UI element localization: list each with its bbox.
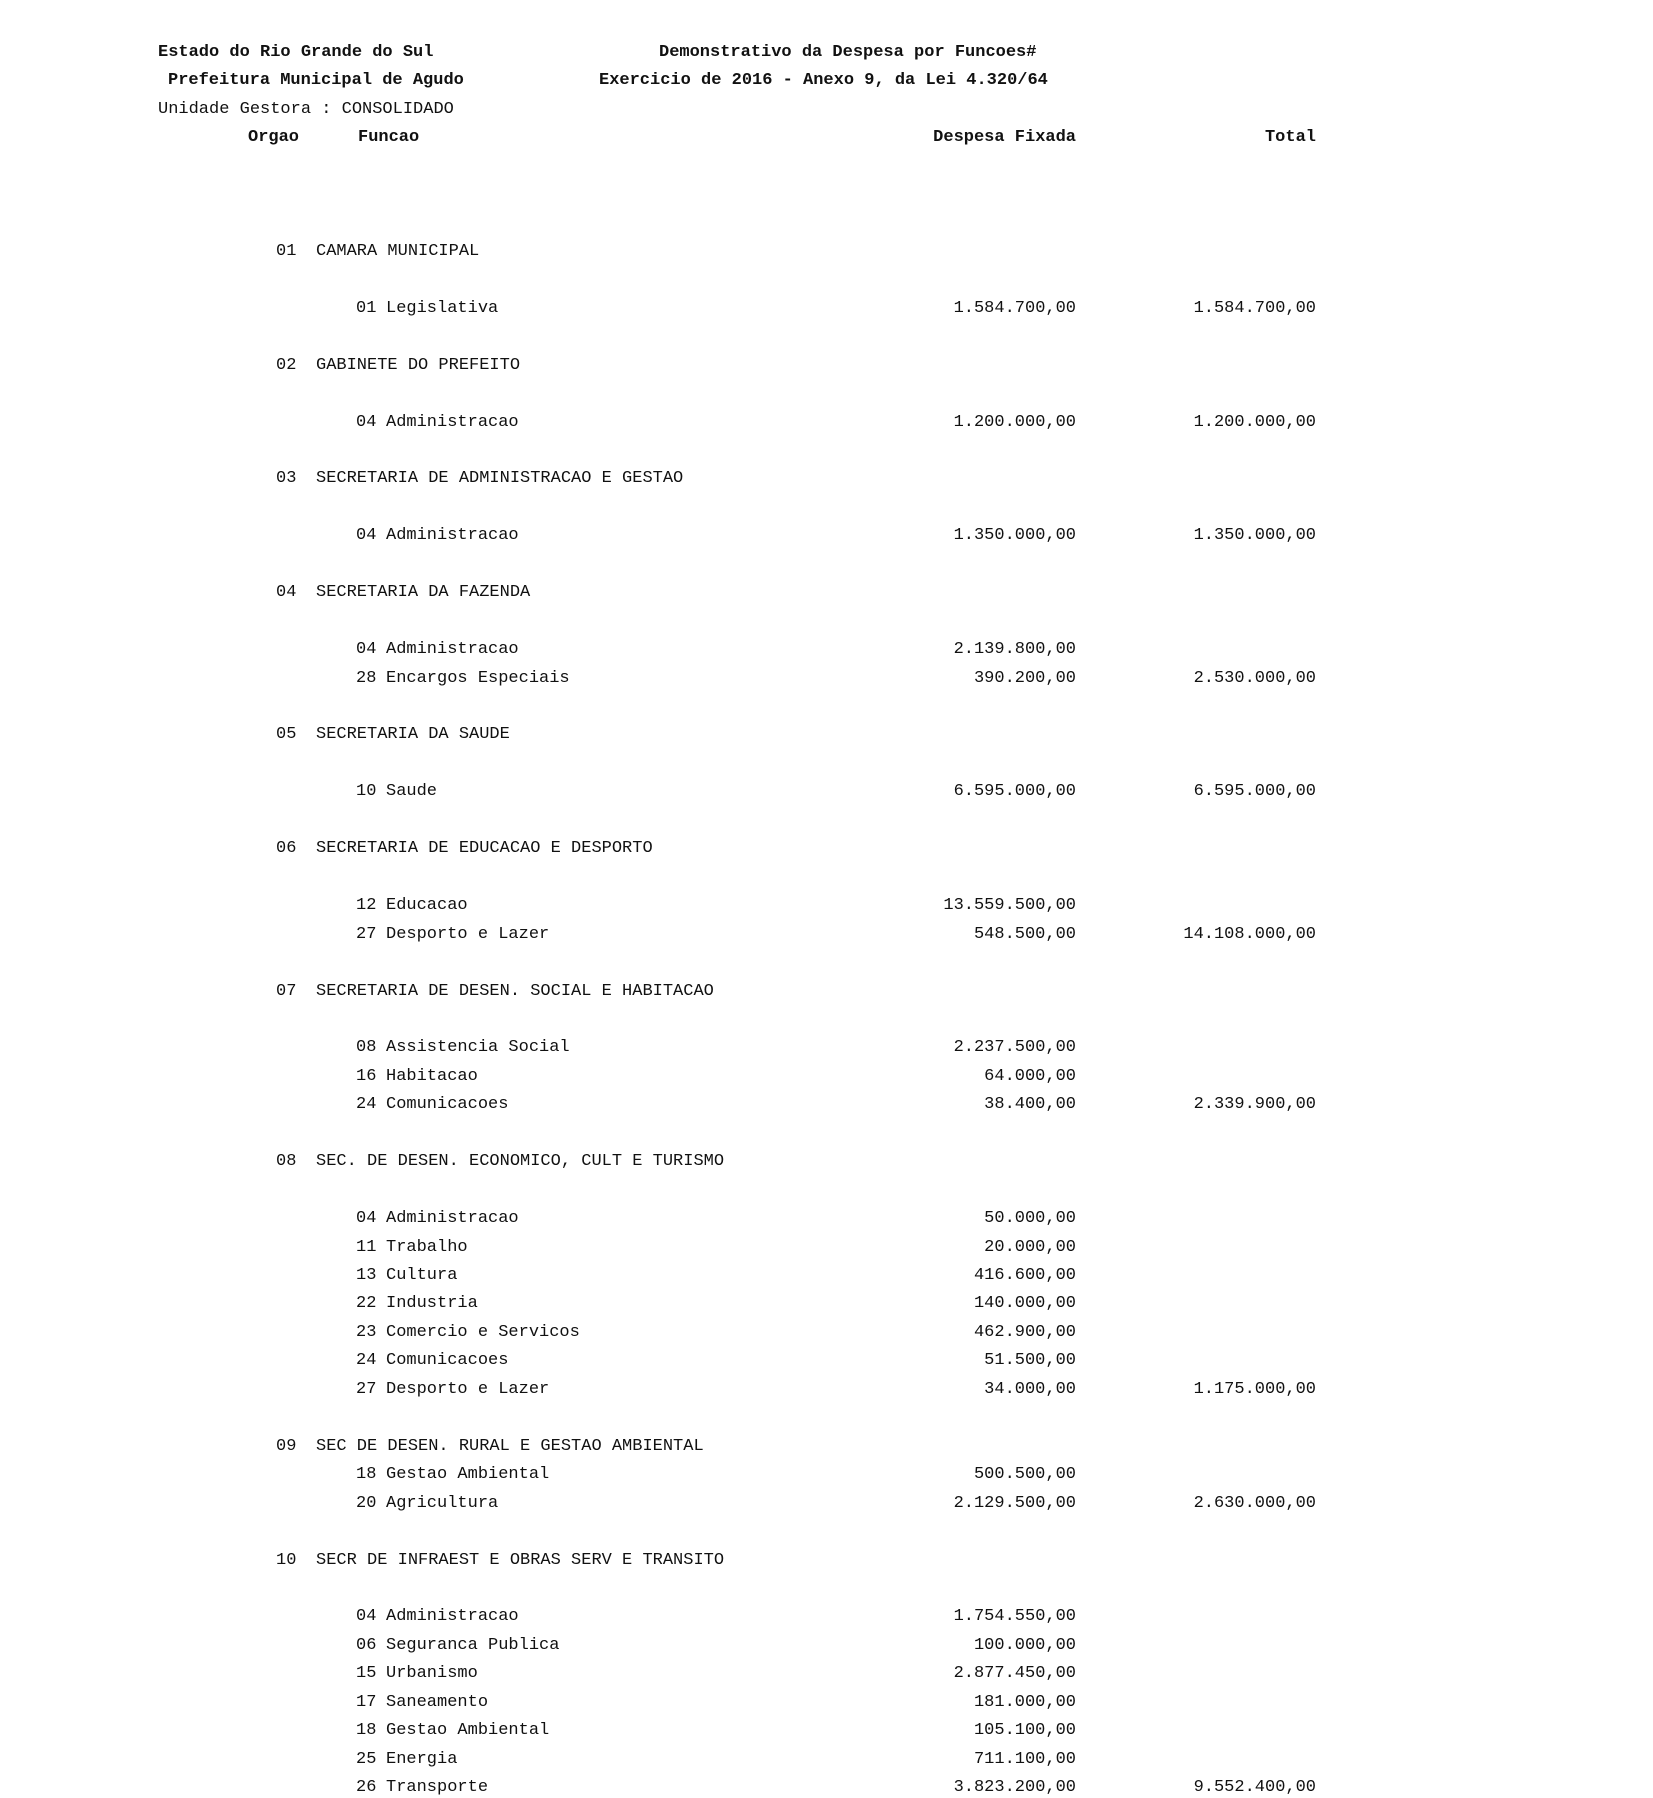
despesa-fixada-value: 140.000,00 [973, 1294, 1076, 1314]
funcao-row [0, 1380, 1653, 1400]
funcao-row [0, 925, 1653, 945]
funcao-code: 28 [356, 668, 377, 688]
orgao-code: 06 [276, 839, 297, 859]
orgao-name: SECRETARIA DE DESEN. SOCIAL E HABITACAO [316, 981, 714, 1001]
funcao-name: Comercio e Servicos [386, 1322, 580, 1342]
despesa-fixada-value: 390.200,00 [973, 668, 1076, 688]
funcao-code: 18 [356, 1465, 377, 1485]
funcao-row [0, 669, 1653, 689]
total-value: 1.350.000,00 [1193, 526, 1316, 546]
funcao-code: 24 [356, 1351, 377, 1371]
funcao-row [0, 1209, 1653, 1229]
funcao-code: 18 [356, 1721, 377, 1741]
funcao-row [0, 1095, 1653, 1115]
despesa-fixada-value: 20.000,00 [984, 1237, 1076, 1257]
funcao-row [0, 1294, 1653, 1314]
orgao-name: CAMARA MUNICIPAL [316, 241, 480, 261]
total-value: 2.630.000,00 [1193, 1493, 1316, 1513]
unidade-gestora: Unidade Gestora : CONSOLIDADO [158, 100, 454, 119]
funcao-code: 26 [356, 1778, 377, 1798]
column-header-orgao: Orgao [248, 128, 300, 147]
funcao-name: Cultura [386, 1266, 458, 1285]
funcao-name: Transporte [386, 1778, 489, 1798]
funcao-code: 06 [356, 1635, 377, 1655]
despesa-fixada-value: 1.200.000,00 [953, 412, 1076, 432]
funcao-code: 15 [356, 1664, 377, 1684]
funcao-name: Gestao Ambiental [386, 1465, 550, 1485]
despesa-fixada-value: 6.595.000,00 [953, 782, 1076, 802]
funcao-row [0, 1721, 1653, 1741]
total-value: 9.552.400,00 [1193, 1778, 1316, 1798]
funcao-row [0, 1693, 1653, 1713]
column-header-funcao: Funcao [358, 128, 420, 147]
funcao-row [0, 1750, 1653, 1770]
funcao-code: 04 [356, 412, 377, 432]
despesa-fixada-value: 1.584.700,00 [953, 298, 1076, 318]
despesa-fixada-value: 3.823.200,00 [953, 1778, 1076, 1798]
total-value: 1.175.000,00 [1193, 1379, 1316, 1399]
funcao-name: Energia [386, 1749, 458, 1769]
despesa-fixada-value: 416.600,00 [973, 1266, 1076, 1285]
funcao-row [0, 413, 1653, 433]
despesa-fixada-value: 105.100,00 [973, 1721, 1076, 1741]
state-title: Estado do Rio Grande do Sul [158, 43, 434, 62]
funcao-name: Saude [386, 782, 438, 802]
total-value: 6.595.000,00 [1193, 782, 1316, 802]
orgao-code: 02 [276, 355, 297, 375]
funcao-code: 10 [356, 782, 377, 802]
despesa-fixada-value: 34.000,00 [984, 1379, 1076, 1399]
despesa-fixada-value: 2.129.500,00 [953, 1493, 1076, 1513]
funcao-name: Administracao [386, 1209, 519, 1229]
orgao-code: 10 [276, 1550, 297, 1570]
funcao-name: Legislativa [386, 298, 499, 318]
funcao-name: Encargos Especiais [386, 668, 570, 688]
funcao-code: 04 [356, 640, 377, 660]
orgao-row [0, 725, 1653, 745]
funcao-code: 04 [356, 1607, 377, 1627]
orgao-row [0, 356, 1653, 376]
funcao-row [0, 1465, 1653, 1485]
funcao-name: Saneamento [386, 1692, 489, 1712]
orgao-name: SEC. DE DESEN. ECONOMICO, CULT E TURISMO [316, 1152, 725, 1172]
orgao-row [0, 242, 1653, 262]
orgao-code: 08 [276, 1152, 297, 1172]
funcao-code: 27 [356, 1379, 377, 1399]
funcao-code: 01 [356, 298, 377, 318]
funcao-name: Urbanismo [386, 1664, 478, 1684]
total-value: 2.530.000,00 [1193, 668, 1316, 688]
funcao-code: 13 [356, 1266, 377, 1285]
funcao-name: Gestao Ambiental [386, 1721, 550, 1741]
orgao-row [0, 469, 1653, 489]
despesa-fixada-value: 2.139.800,00 [953, 640, 1076, 660]
funcao-name: Administracao [386, 640, 519, 660]
despesa-fixada-value: 500.500,00 [973, 1465, 1076, 1485]
column-header-despesa-fixada: Despesa Fixada [933, 128, 1076, 147]
despesa-fixada-value: 13.559.500,00 [943, 896, 1076, 916]
funcao-code: 25 [356, 1749, 377, 1769]
funcao-name: Habitacao [386, 1066, 478, 1086]
funcao-row [0, 1238, 1653, 1258]
orgao-row [0, 982, 1653, 1002]
orgao-code: 04 [276, 583, 297, 603]
funcao-row [0, 1664, 1653, 1684]
funcao-code: 16 [356, 1066, 377, 1086]
orgao-name: SECRETARIA DE EDUCACAO E DESPORTO [316, 839, 653, 859]
funcao-code: 24 [356, 1095, 377, 1115]
funcao-name: Seguranca Publica [386, 1635, 560, 1655]
funcao-name: Trabalho [386, 1237, 468, 1257]
orgao-row [0, 1437, 1653, 1457]
orgao-code: 05 [276, 725, 297, 745]
funcao-name: Desporto e Lazer [386, 924, 550, 944]
despesa-fixada-value: 64.000,00 [984, 1066, 1076, 1086]
orgao-row [0, 583, 1653, 603]
funcao-row [0, 526, 1653, 546]
funcao-row [0, 1038, 1653, 1058]
despesa-fixada-value: 2.237.500,00 [953, 1038, 1076, 1058]
report-title: Demonstrativo da Despesa por Funcoes# [659, 43, 1037, 62]
total-value: 1.584.700,00 [1193, 298, 1316, 318]
funcao-name: Administracao [386, 1607, 519, 1627]
orgao-code: 01 [276, 241, 297, 261]
funcao-row [0, 896, 1653, 916]
despesa-fixada-value: 1.754.550,00 [953, 1607, 1076, 1627]
funcao-row [0, 1323, 1653, 1343]
funcao-row [0, 782, 1653, 802]
total-value: 14.108.000,00 [1183, 924, 1316, 944]
funcao-name: Administracao [386, 412, 519, 432]
despesa-fixada-value: 2.877.450,00 [953, 1664, 1076, 1684]
funcao-name: Administracao [386, 526, 519, 546]
funcao-name: Educacao [386, 896, 468, 916]
funcao-name: Desporto e Lazer [386, 1379, 550, 1399]
orgao-code: 09 [276, 1436, 297, 1456]
funcao-name: Assistencia Social [386, 1038, 570, 1058]
orgao-name: SECRETARIA DA FAZENDA [316, 583, 531, 603]
funcao-code: 27 [356, 924, 377, 944]
funcao-row [0, 1636, 1653, 1656]
funcao-row [0, 1266, 1653, 1286]
funcao-code: 12 [356, 896, 377, 916]
funcao-code: 04 [356, 1209, 377, 1229]
orgao-name: SECRETARIA DA SAUDE [316, 725, 510, 745]
column-header-total: Total [1264, 128, 1316, 147]
despesa-fixada-value: 181.000,00 [973, 1692, 1076, 1712]
despesa-fixada-value: 100.000,00 [973, 1635, 1076, 1655]
orgao-code: 03 [276, 469, 297, 489]
funcao-code: 22 [356, 1294, 377, 1314]
funcao-row [0, 1067, 1653, 1087]
funcao-row [0, 1494, 1653, 1514]
funcao-row [0, 640, 1653, 660]
orgao-row [0, 1551, 1653, 1571]
funcao-row [0, 1351, 1653, 1371]
orgao-name: GABINETE DO PREFEITO [316, 355, 521, 375]
funcao-code: 23 [356, 1322, 377, 1342]
funcao-name: Agricultura [386, 1493, 499, 1513]
orgao-name: SECRETARIA DE ADMINISTRACAO E GESTAO [316, 469, 684, 489]
report-subtitle: Exercicio de 2016 - Anexo 9, da Lei 4.320/64 [599, 71, 1048, 90]
funcao-name: Comunicacoes [386, 1351, 509, 1371]
despesa-fixada-value: 1.350.000,00 [953, 526, 1076, 546]
funcao-name: Industria [386, 1294, 478, 1314]
funcao-code: 20 [356, 1493, 377, 1513]
despesa-fixada-value: 50.000,00 [984, 1209, 1076, 1229]
funcao-name: Comunicacoes [386, 1095, 509, 1115]
funcao-row [0, 1778, 1653, 1798]
orgao-name: SECR DE INFRAEST E OBRAS SERV E TRANSITO [316, 1550, 725, 1570]
funcao-code: 11 [356, 1237, 377, 1257]
total-value: 2.339.900,00 [1193, 1095, 1316, 1115]
funcao-code: 17 [356, 1692, 377, 1712]
funcao-code: 04 [356, 526, 377, 546]
total-value: 1.200.000,00 [1193, 412, 1316, 432]
prefeitura-title: Prefeitura Municipal de Agudo [168, 71, 464, 90]
funcao-row [0, 1607, 1653, 1627]
orgao-row [0, 839, 1653, 859]
orgao-row [0, 1152, 1653, 1172]
funcao-code: 08 [356, 1038, 377, 1058]
orgao-code: 07 [276, 981, 297, 1001]
orgao-name: SEC DE DESEN. RURAL E GESTAO AMBIENTAL [316, 1436, 704, 1456]
despesa-fixada-value: 711.100,00 [973, 1749, 1076, 1769]
despesa-fixada-value: 548.500,00 [973, 924, 1076, 944]
funcao-row [0, 299, 1653, 319]
despesa-fixada-value: 51.500,00 [984, 1351, 1076, 1371]
despesa-fixada-value: 38.400,00 [984, 1095, 1076, 1115]
despesa-fixada-value: 462.900,00 [973, 1322, 1076, 1342]
